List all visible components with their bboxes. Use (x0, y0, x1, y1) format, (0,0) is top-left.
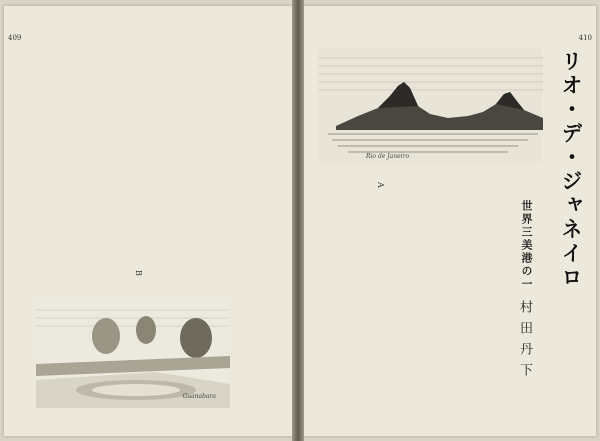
section-marker-right: A (376, 182, 385, 188)
left-page-number: 409 (8, 34, 22, 42)
park-sketch-drawing (36, 298, 230, 408)
harbor-sketch-caption: Rio de Janeiro (366, 153, 410, 160)
section-marker-left: B (134, 270, 143, 276)
right-page-number: 410 (578, 34, 592, 42)
harbor-sketch-drawing (318, 48, 543, 164)
park-sketch (36, 298, 230, 408)
article-author: 村田丹下 (517, 300, 532, 384)
park-sketch-caption: Guanabara (182, 393, 216, 400)
harbor-sketch (318, 48, 543, 164)
book-gutter (292, 0, 304, 441)
article-title: リオ・デ・ジャネイロ (559, 50, 584, 290)
article-subtitle: 世界三美港の一 (520, 200, 533, 291)
